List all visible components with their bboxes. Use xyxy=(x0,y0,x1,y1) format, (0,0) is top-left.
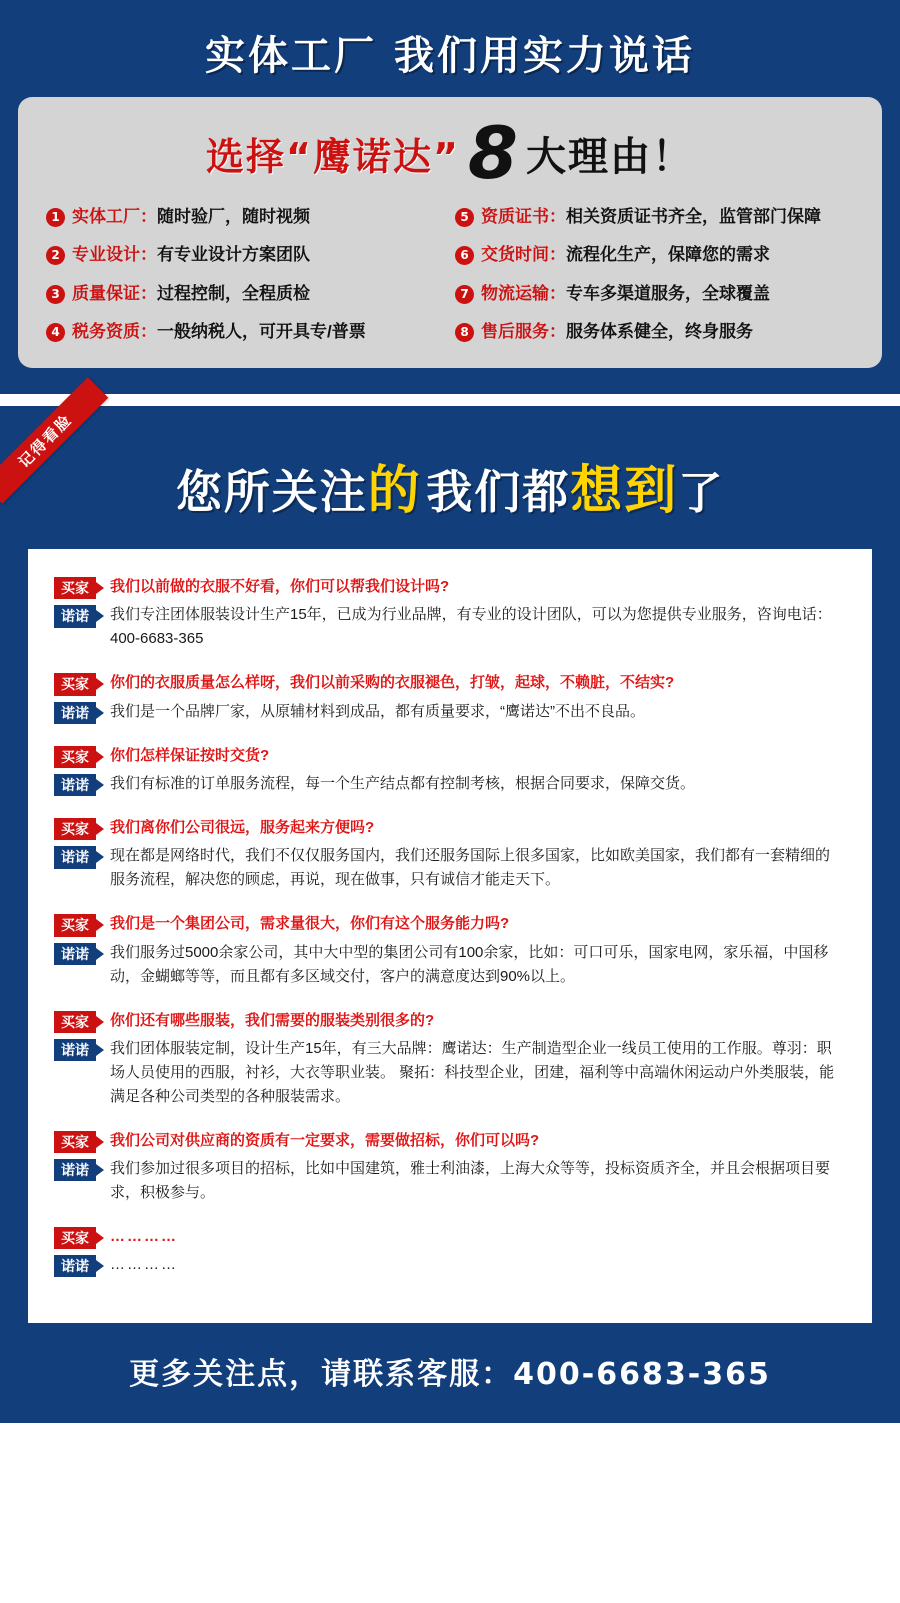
faq-item xyxy=(54,1009,842,1109)
faq-headline xyxy=(0,406,900,549)
reason-title: 售后服务： xyxy=(481,321,566,341)
faq-answer-text: 我们有标准的订单服务流程，每一个生产结点都有控制考核，根据合同要求，保障交货。 xyxy=(110,774,696,792)
headline-part-5: 了 xyxy=(678,468,725,520)
faq-question-row xyxy=(54,816,842,840)
headline-part-3: 我们都 xyxy=(426,465,571,520)
reason-item xyxy=(455,321,854,342)
reason-number-badge: 3 xyxy=(46,285,65,304)
reason-text: 流程化生产，保障您的需求 xyxy=(566,245,770,265)
section-divider xyxy=(0,394,900,406)
faq-question-text: 你们怎样保证按时交货? xyxy=(110,746,270,764)
faq-question-row xyxy=(54,1129,842,1153)
reason-title: 资质证书： xyxy=(481,207,566,227)
reason-number-badge: 1 xyxy=(46,208,65,227)
faq-item xyxy=(54,744,842,796)
reason-text: 相关资质证书齐全，监管部门保障 xyxy=(566,207,821,227)
faq-answer-text: 我们是一个品牌厂家，从原辅材料到成品，都有质量要求，“鹰诺达”不出不良品。 xyxy=(110,702,645,720)
reason-title: 质量保证： xyxy=(72,283,157,303)
faq-question-row xyxy=(54,671,842,695)
footer-contact: 更多关注点，请联系客服：400-6683-365 xyxy=(129,1357,771,1393)
faq-item xyxy=(54,671,842,723)
faq-question-row xyxy=(54,744,842,768)
faq-item xyxy=(54,816,842,892)
faq-answer-text: 我们服务过5000余家公司，其中大中型的集团公司有100余家，比如：可口可乐，国家电网，家乐福，中国移动，金蝴螂等等，而且都有多区域交付，客户的满意度达到90%以上。 xyxy=(110,943,829,985)
faq-item xyxy=(54,912,842,988)
reason-text: 一般纳税人，可开具专/普票 xyxy=(157,321,366,341)
buyer-tag: 买家 xyxy=(54,1227,96,1249)
buyer-tag: 买家 xyxy=(54,577,96,599)
headline-part-2: 的 xyxy=(367,461,422,522)
reason-title: 交货时间： xyxy=(481,245,566,265)
faq-answer-text: 现在都是网络时代，我们不仅仅服务国内，我们还服务国际上很多国家，比如欧美国家，我们都有一套精细的服务流程，解决您的顾虑，再说，现在做事，只有诚信才能走天下。 xyxy=(110,847,831,889)
reason-item xyxy=(46,206,445,227)
faq-question-text: 我们公司对供应商的资质有一定要求，需要做招标，你们可以吗? xyxy=(110,1131,540,1149)
faq-answer-row xyxy=(54,700,842,724)
top-banner-title: 实体工厂 我们用实力说话 xyxy=(205,33,695,79)
faq-question-text: 我们离你们公司很远，服务起来方便吗? xyxy=(110,819,375,837)
buyer-tag: 买家 xyxy=(54,673,96,695)
faq-item xyxy=(54,1129,842,1205)
faq-question-row xyxy=(54,575,842,599)
headline-part-1: 您所关注 xyxy=(175,465,368,520)
reason-number-badge: 7 xyxy=(455,285,474,304)
rep-tag: 诺诺 xyxy=(54,943,96,965)
reason-item xyxy=(455,244,854,265)
faq-answer-row xyxy=(54,844,842,892)
faq-question-text: 我们是一个集团公司，需求量很大，你们有这个服务能力吗? xyxy=(110,915,510,933)
reason-text: 专车多渠道服务，全球覆盖 xyxy=(566,283,770,303)
reasons-heading-number: 8 xyxy=(467,111,519,195)
faq-answer-row xyxy=(54,603,842,651)
eight-reasons-card xyxy=(18,97,882,368)
reason-text: 随时验厂，随时视频 xyxy=(157,207,310,227)
faq-question-row xyxy=(54,912,842,936)
faq-question-row xyxy=(54,1009,842,1033)
rep-tag: 诺诺 xyxy=(54,605,96,627)
reason-text: 有专业设计方案团队 xyxy=(157,245,310,265)
rep-tag: 诺诺 xyxy=(54,1255,96,1277)
buyer-tag: 买家 xyxy=(54,914,96,936)
reasons-heading-black: 大理由！ xyxy=(526,134,695,181)
reason-text: 服务体系健全，终身服务 xyxy=(566,321,753,341)
reason-item xyxy=(46,321,445,342)
rep-tag: 诺诺 xyxy=(54,774,96,796)
buyer-tag: 买家 xyxy=(54,818,96,840)
faq-question-text: 你们的衣服质量怎么样呀，我们以前采购的衣服褪色，打皱，起球，不赖脏，不结实? xyxy=(110,674,675,692)
reason-number-badge: 5 xyxy=(455,208,474,227)
reasons-heading-red: 选择“鹰诺达” xyxy=(205,135,460,180)
faq-answer-text: 我们专注团体服装设计生产15年，已成为行业品牌，有专业的设计团队，可以为您提供专业服务，咨询电话：400-6683-365 xyxy=(110,606,832,648)
reason-item xyxy=(455,206,854,227)
reason-text: 过程控制，全程质检 xyxy=(157,283,310,303)
buyer-tag: 买家 xyxy=(54,1131,96,1153)
faq-answer-row xyxy=(54,1157,842,1205)
faq-answer-text: 我们团体服装定制，设计生产15年，有三大品牌：鹰诺达：生产制造型企业一线员工使用的工作服。尊羽：职场人员使用的西服，衬衫，大衣等职业装。 聚拓：科技型企业，团建，福利等中高端休闲运动户外类服装，能满足各种公司类型的各种服装需求。 xyxy=(110,1039,835,1105)
headline-part-4: 想到 xyxy=(570,461,679,522)
faq-question-text: 我们以前做的衣服不好看，你们可以帮我们设计吗? xyxy=(110,578,450,596)
faq-question-row xyxy=(54,1225,842,1249)
rep-tag: 诺诺 xyxy=(54,1039,96,1061)
reason-title: 物流运输： xyxy=(481,283,566,303)
faq-answer-text: 我们参加过很多项目的招标，比如中国建筑，雅士利油漆，上海大众等等，投标资质齐全，并且会根据项目要求，积极参与。 xyxy=(110,1159,831,1201)
reason-item xyxy=(46,244,445,265)
faq-answer-text: ………… xyxy=(110,1256,178,1274)
reason-number-badge: 2 xyxy=(46,246,65,265)
reason-number-badge: 8 xyxy=(455,323,474,342)
faq-section xyxy=(0,406,900,1423)
buyer-tag: 买家 xyxy=(54,1011,96,1033)
reason-title: 专业设计： xyxy=(72,245,157,265)
reasons-grid xyxy=(46,206,854,342)
faq-answer-row xyxy=(54,941,842,989)
rep-tag: 诺诺 xyxy=(54,846,96,868)
faq-answer-row xyxy=(54,1037,842,1109)
reason-title: 税务资质： xyxy=(72,321,157,341)
reason-number-badge: 6 xyxy=(455,246,474,265)
faq-question-text: 你们还有哪些服装，我们需要的服装类别很多的? xyxy=(110,1011,435,1029)
faq-item xyxy=(54,575,842,651)
corner-ribbon: 记得看脸 xyxy=(0,377,108,504)
faq-answer-row xyxy=(54,772,842,796)
factory-strength-section xyxy=(0,0,900,394)
rep-tag: 诺诺 xyxy=(54,1159,96,1181)
faq-answer-row xyxy=(54,1253,842,1277)
faq-item xyxy=(54,1225,842,1277)
reason-item xyxy=(46,283,445,304)
eight-reasons-heading xyxy=(46,111,854,206)
reason-title: 实体工厂： xyxy=(72,207,157,227)
buyer-tag: 买家 xyxy=(54,746,96,768)
faq-question-text: ………… xyxy=(110,1227,178,1245)
reason-number-badge: 4 xyxy=(46,323,65,342)
faq-card xyxy=(28,549,872,1323)
rep-tag: 诺诺 xyxy=(54,702,96,724)
reason-item xyxy=(455,283,854,304)
